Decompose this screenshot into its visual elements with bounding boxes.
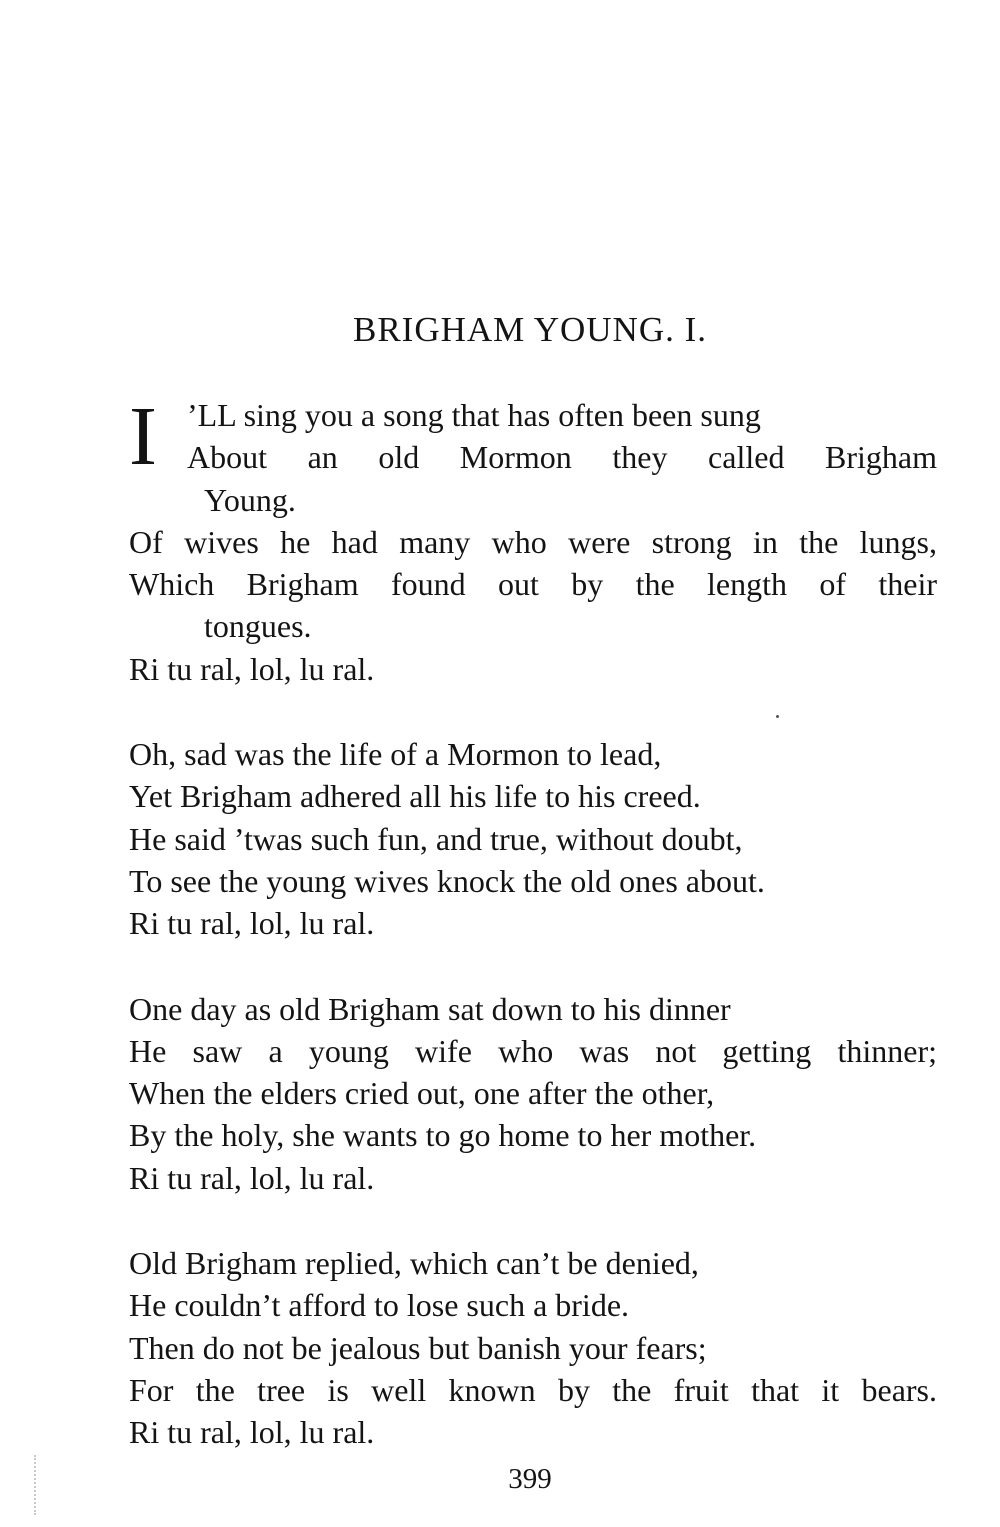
poem-line: Yet Brigham adhered all his life to his creed.: [129, 778, 701, 815]
poem-line: By the holy, she wants to go home to her mother.: [129, 1117, 757, 1154]
poem-line: To see the young wives knock the old ones about.: [129, 862, 765, 899]
stanza-2: [129, 733, 937, 944]
poem-line: One day as old Brigham sat down to his dinner: [129, 990, 731, 1027]
poem-line: When the elders cried out, one after the other,: [129, 1075, 715, 1112]
ink-speck: [776, 715, 779, 718]
page-number: 399: [508, 1463, 552, 1495]
stanza-3: [129, 988, 937, 1199]
poem-line: About an old Mormon they called Brigham: [187, 439, 937, 476]
poem-line: Which Brigham found out by the length of their: [129, 566, 937, 603]
refrain-line: Ri tu ral, lol, lu ral.: [129, 1159, 375, 1196]
poem-line: For the tree is well known by the fruit that it bears.: [129, 1371, 937, 1408]
drop-cap: I: [129, 390, 157, 483]
poem-line: Oh, sad was the life of a Mormon to lead,: [129, 736, 662, 773]
stanza-1: [129, 390, 937, 690]
refrain-line: Ri tu ral, lol, lu ral.: [129, 650, 375, 687]
refrain-line: Ri tu ral, lol, lu ral.: [129, 905, 375, 942]
poem-line: Of wives he had many who were strong in the lungs,: [129, 523, 937, 560]
poem-line: He saw a young wife who was not getting thinner;: [129, 1032, 937, 1069]
poem-line: He couldn’t afford to lose such a bride.: [129, 1287, 630, 1324]
poem-line-continuation: tongues.: [204, 608, 312, 645]
poem-line: Old Brigham replied, which can’t be denied,: [129, 1245, 699, 1282]
poem-line: He said ’twas such fun, and true, without doubt,: [129, 820, 743, 857]
page-title: BRIGHAM YOUNG. I.: [352, 310, 708, 349]
page-edge-marks: [34, 1455, 38, 1515]
refrain-line: Ri tu ral, lol, lu ral.: [129, 1414, 375, 1451]
poem-body: [129, 390, 937, 1497]
opening-lines: [129, 390, 937, 483]
poem-line: Then do not be jealous but banish your fears;: [129, 1329, 707, 1366]
poem-line: ’LL sing you a song that has often been sung: [187, 397, 761, 433]
stanza-4: [129, 1242, 937, 1453]
poem-line-continuation: Young.: [204, 481, 296, 518]
